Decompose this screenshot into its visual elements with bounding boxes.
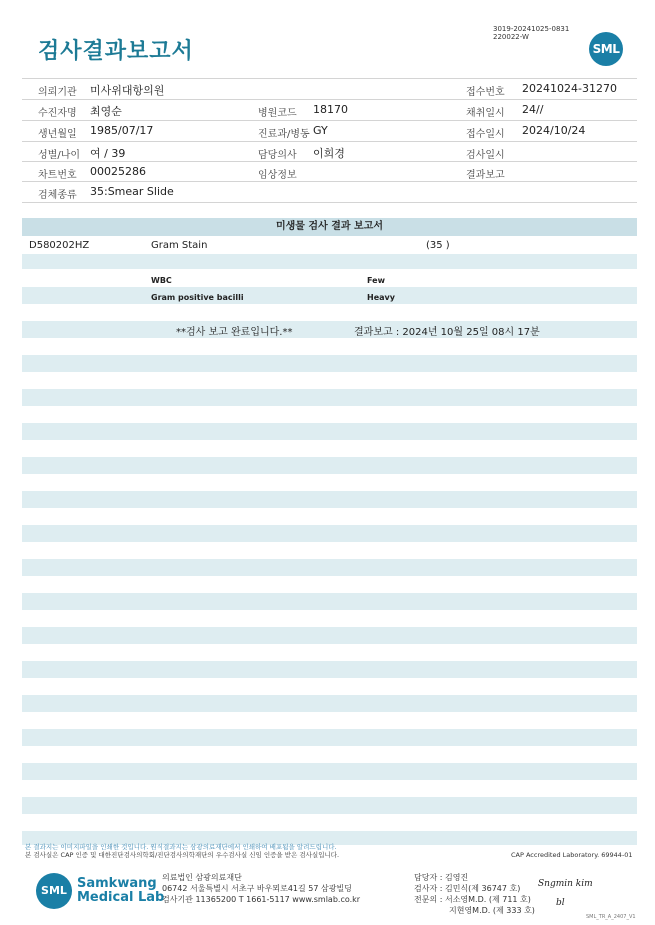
image-print-notice: 본 결과지는 이미지파일을 인쇄한 것입니다. 원식결과지는 삼광의료재단에서 인쇄하여 배포됨을 알려드립니다. <box>25 843 337 851</box>
row-band <box>22 729 637 746</box>
divider <box>22 202 637 203</box>
test-code: D580202HZ <box>29 240 90 251</box>
document-code-line1: 3019-20241025-0831 <box>493 25 570 33</box>
form-code: SML_TR_A_2407_V1 <box>586 914 636 920</box>
receipt-date-label: 접수일시 <box>466 129 505 140</box>
chart-label: 차트번호 <box>38 170 77 181</box>
cap-accreditation: CAP Accredited Laboratory. 69944-01 <box>511 851 633 859</box>
sml-footer-logo: SML <box>36 873 72 909</box>
divider <box>22 141 637 142</box>
result-item-value: Few <box>367 276 385 285</box>
divider <box>22 181 637 182</box>
sex-age-value: 여 / 39 <box>90 147 126 160</box>
patient-value: 최영순 <box>90 105 122 118</box>
doctor-label: 담당의사 <box>258 150 297 161</box>
birth-label: 생년월일 <box>38 129 77 140</box>
org-contact: 검사기관 11365200 T 1661-5117 www.smlab.co.kr <box>162 895 361 904</box>
row-band <box>22 695 637 712</box>
collection-date-label: 채취일시 <box>466 108 505 119</box>
sml-logo: SML <box>589 32 623 66</box>
staff-manager: 담당자 : 김영진 <box>414 873 469 882</box>
row-band <box>22 355 637 372</box>
tester-signature: Sngmin kim <box>538 879 593 889</box>
row-band <box>22 627 637 644</box>
divider <box>22 161 637 162</box>
brand-name-top: Samkwang <box>77 876 157 891</box>
divider <box>22 120 637 121</box>
row-band <box>22 321 637 338</box>
hospital-code-label: 병원코드 <box>258 108 297 119</box>
row-band <box>22 763 637 780</box>
row-band <box>22 423 637 440</box>
clinical-info-label: 임상정보 <box>258 170 297 181</box>
brand-name-bottom: Medical Lab <box>77 890 165 905</box>
birth-value: 1985/07/17 <box>90 124 154 137</box>
staff-tester: 검사자 : 김민식(제 36747 호) <box>414 884 521 893</box>
specialist-signature: bl <box>556 898 565 908</box>
page-title: 검사결과보고서 <box>38 39 194 64</box>
accreditation-notice: 본 검사실은 CAP 인증 및 대한진단검사의학회/진단검사의학재단의 우수검사실 신임 인증을 받은 검사실입니다. <box>25 851 340 859</box>
report-time: 결과보고 : 2024년 10월 25일 08시 17분 <box>354 327 540 338</box>
patient-label: 수진자명 <box>38 108 77 119</box>
divider <box>22 78 637 79</box>
row-band <box>22 389 637 406</box>
sex-age-label: 성별/나이 <box>38 150 81 161</box>
document-code <box>493 25 569 41</box>
row-band <box>22 525 637 542</box>
test-date-label: 검사일시 <box>466 150 505 161</box>
result-item-name: WBC <box>151 276 172 285</box>
row-band <box>22 593 637 610</box>
brand-name <box>77 877 164 905</box>
result-item-name: Gram positive bacilli <box>151 293 244 302</box>
org-address: 06742 서울특별시 서초구 바우뫼로41길 57 삼광빌딩 <box>162 884 352 893</box>
staff-specialist-1: 전문의 : 서소영M.D. (제 711 호) <box>414 895 531 904</box>
collection-date-value: 24// <box>522 103 544 116</box>
dept-value: GY <box>313 124 328 137</box>
hospital-label: 의뢰기관 <box>38 87 77 98</box>
dept-label: 진료과/병동 <box>258 129 310 140</box>
row-band <box>22 254 637 269</box>
row-band <box>22 457 637 474</box>
row-band <box>22 491 637 508</box>
result-item-value: Heavy <box>367 293 395 302</box>
specimen-label: 검체종류 <box>38 190 77 201</box>
row-band <box>22 287 637 304</box>
row-band <box>22 797 637 814</box>
staff-specialist-2: 지현영M.D. (제 333 호) <box>449 906 535 915</box>
specimen-value: 35:Smear Slide <box>90 185 174 198</box>
row-band <box>22 559 637 576</box>
hospital-value: 미사위대항의원 <box>90 84 165 97</box>
test-number: (35 ) <box>426 240 450 251</box>
hospital-code-value: 18170 <box>313 103 348 116</box>
divider <box>22 99 637 100</box>
result-report-label: 결과보고 <box>466 170 505 181</box>
receipt-date-value: 2024/10/24 <box>522 124 586 137</box>
org-name: 의료법인 삼광의료재단 <box>162 873 242 882</box>
completion-note: **검사 보고 완료입니다.** <box>176 327 293 338</box>
results-section-title: 미생물 검사 결과 보고서 <box>22 218 637 236</box>
document-code-line2: 220022-W <box>493 33 529 41</box>
receipt-no-value: 20241024-31270 <box>522 82 617 95</box>
doctor-value: 이희경 <box>313 147 345 160</box>
test-name: Gram Stain <box>151 240 208 251</box>
receipt-no-label: 접수번호 <box>466 87 505 98</box>
chart-value: 00025286 <box>90 165 146 178</box>
row-band <box>22 661 637 678</box>
